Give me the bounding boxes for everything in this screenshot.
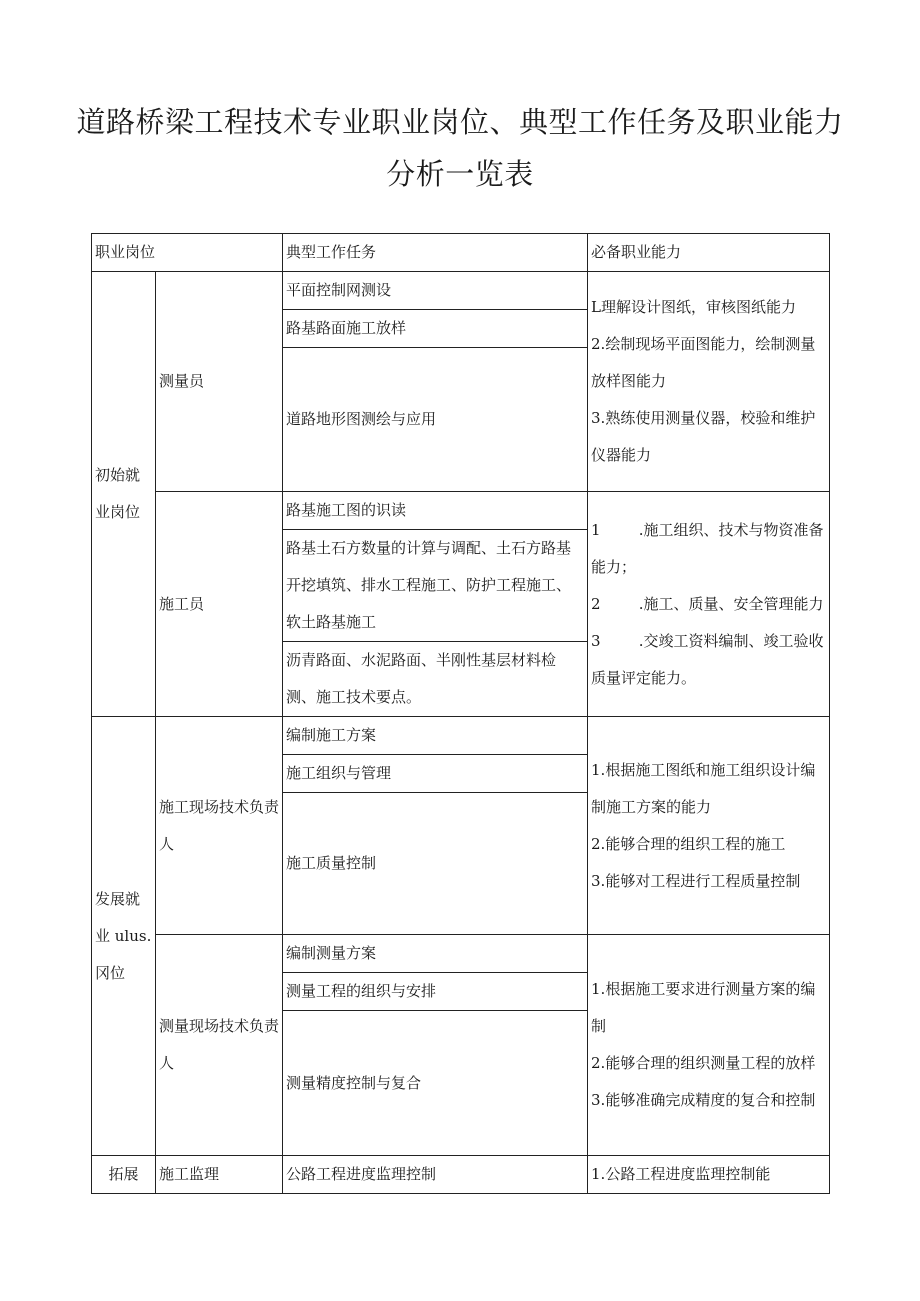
task-cell: 编制施工方案 (283, 717, 588, 755)
task-cell: 公路工程进度监理控制 (283, 1156, 588, 1194)
task-cell: 路基路面施工放样 (283, 310, 588, 348)
group-label-initial: 初始就业岗位 (92, 272, 156, 717)
task-cell: 施工质量控制 (283, 793, 588, 935)
role-survey-tech-lead: 测量现场技术负责人 (156, 935, 283, 1156)
table-row (92, 717, 830, 755)
task-cell: 施工组织与管理 (283, 755, 588, 793)
ability-cell-site-tech (588, 717, 830, 935)
ability-item: 2.能够合理的组织测量工程的放样 (591, 1054, 816, 1072)
ability-item: 1.根据施工要求进行测量方案的编制 (591, 980, 816, 1035)
ability-item: 2 .施工、质量、安全管理能力 (591, 594, 824, 613)
ability-item: 1.根据施工图纸和施工组织设计编制施工方案的能力 (591, 760, 816, 816)
task-cell: 道路地形图测绘与应用 (283, 348, 588, 492)
ability-cell-survey-tech (588, 935, 830, 1156)
table-row (92, 492, 830, 530)
ability-item: L理解设计图纸，审核图纸能力 (591, 298, 796, 316)
task-cell: 沥青路面、水泥路面、半刚性基层材料检测、施工技术要点。 (283, 642, 588, 717)
task-cell: 测量精度控制与复合 (283, 1011, 588, 1156)
ability-cell-supervisor: 1.公路工程进度监理控制能 (588, 1156, 830, 1194)
document-title-line-1: 道路桥梁工程技术专业职业岗位、典型工作任务及职业能力 (76, 105, 844, 139)
ability-item: 3 .交竣工资料编制、竣工验收质量评定能力。 (591, 631, 824, 687)
table-row (92, 1156, 830, 1194)
role-supervisor: 施工监理 (156, 1156, 283, 1194)
document-title-line-2: 分析一览表 (386, 157, 534, 191)
ability-item: 1 .施工组织、技术与物资准备能力； (591, 520, 824, 576)
group-label-expansion: 拓展 (92, 1156, 156, 1194)
header-row (92, 234, 830, 272)
task-cell: 平面控制网测设 (283, 272, 588, 310)
task-cell: 路基土石方数量的计算与调配、土石方路基开挖填筑、排水工程施工、防护工程施工、软土路基施工 (283, 530, 588, 642)
task-cell: 测量工程的组织与安排 (283, 973, 588, 1011)
role-constructor: 施工员 (156, 492, 283, 717)
ability-item: 3.能够对工程进行工程质量控制 (591, 871, 801, 890)
task-cell: 编制测量方案 (283, 935, 588, 973)
role-site-tech-lead: 施工现场技术负责人 (156, 717, 283, 935)
table-row (92, 935, 830, 973)
ability-item: 3.能够准确完成精度的复合和控制 (591, 1091, 816, 1109)
header-position: 职业岗位 (92, 234, 283, 272)
ability-cell-constructor (588, 492, 830, 717)
ability-item: 2.绘制现场平面图能力，绘制测量放样图能力 (591, 335, 816, 390)
header-abilities: 必备职业能力 (588, 234, 830, 272)
table-row (92, 272, 830, 310)
job-analysis-table (91, 233, 830, 1194)
ability-cell-surveyor (588, 272, 830, 492)
task-cell: 路基施工图的识读 (283, 492, 588, 530)
role-surveyor: 测量员 (156, 272, 283, 492)
header-tasks: 典型工作任务 (283, 234, 588, 272)
ability-item: 2.能够合理的组织工程的施工 (591, 834, 786, 853)
ability-item: 3.熟练使用测量仪器，校验和维护仪器能力 (591, 409, 816, 464)
group-label-development: 发展就业 ulus.冈位 (92, 717, 156, 1156)
